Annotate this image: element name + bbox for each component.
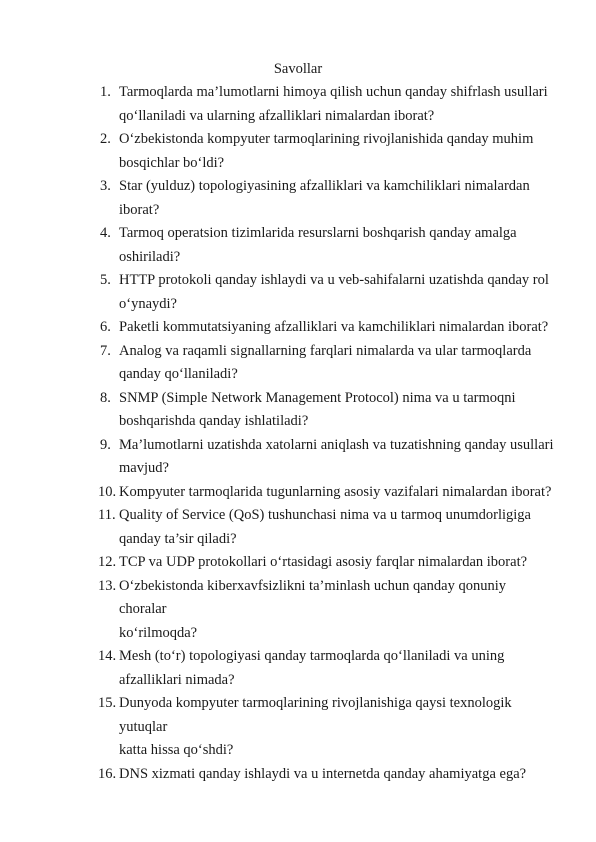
question-number: 9. <box>100 436 111 453</box>
question-number: 6. <box>100 319 111 335</box>
question-text-line: O‘zbekistonda kiberxavfsizlikni ta’minlash uchun qanday qonuniy choralar <box>119 577 506 617</box>
question-item <box>0 387 596 434</box>
question-text-line: Paketli kommutatsiyaning afzalliklari va kamchiliklari nimalardan iborat? <box>119 319 549 335</box>
question-number: 10. <box>98 483 117 500</box>
question-number: 16. <box>98 765 117 782</box>
question-text-line: qanday ta’sir qiladi? <box>119 530 237 547</box>
question-text-line: Ma’lumotlarni uzatishda xatolarni aniqlash va tuzatishning qanday usullari <box>119 436 554 453</box>
question-text-line: afzalliklari nimada? <box>119 671 235 688</box>
question-number: 11. <box>98 507 116 523</box>
question-text-line: Quality of Service (QoS) tushunchasi nima va u tarmoq unumdorligiga <box>119 507 531 523</box>
question-number: 14. <box>98 648 117 664</box>
question-number: 4. <box>100 225 111 241</box>
question-number: 13. <box>98 577 117 594</box>
question-number: 2. <box>100 131 111 147</box>
question-text-line: boshqarishda qanday ishlatiladi? <box>119 413 309 429</box>
question-text-line: Tarmoqlarda ma’lumotlarni himoya qilish uchun qanday shifrlash usullari <box>119 84 548 100</box>
question-text-line: Tarmoq operatsion tizimlarida resurslarni boshqarish qanday amalga <box>119 225 517 241</box>
question-number: 1. <box>100 84 111 100</box>
question-number: 7. <box>100 342 111 359</box>
question-text-line: TCP va UDP protokollari o‘rtasidagi asosiy farqlar nimalardan iborat? <box>119 554 528 570</box>
question-number: 3. <box>100 178 111 194</box>
question-item <box>0 481 596 505</box>
question-number: 12. <box>98 554 117 570</box>
question-item <box>0 551 596 575</box>
question-text-line: Analog va raqamli signallarning farqlari nimalarda va ular tarmoqlarda <box>119 342 532 359</box>
page-title: Savollar <box>273 61 323 77</box>
question-item <box>0 81 596 128</box>
question-item <box>0 269 596 316</box>
question-text-line: HTTP protokoli qanday ishlaydi va u veb-sahifalarni uzatishda qanday rol <box>119 272 549 288</box>
question-number: 5. <box>100 272 111 288</box>
question-text-line: mavjud? <box>119 460 169 476</box>
question-number: 8. <box>100 389 111 406</box>
question-text-line: Dunyoda kompyuter tarmoqlarining rivojlanishiga qaysi texnologik yutuqlar <box>119 695 512 735</box>
question-text-line: Star (yulduz) topologiyasining afzalliklari va kamchiliklari nimalardan <box>119 178 530 194</box>
question-item <box>0 222 596 269</box>
question-text-line: qo‘llaniladi va ularning afzalliklari nimalardan iborat? <box>119 107 435 124</box>
question-item <box>0 434 596 481</box>
question-text-line: katta hissa qo‘shdi? <box>119 742 234 758</box>
question-number: 15. <box>98 695 117 711</box>
question-text-line: qanday qo‘llaniladi? <box>119 366 238 382</box>
question-item <box>0 340 596 387</box>
question-text-line: Mesh (to‘r) topologiyasi qanday tarmoqlarda qo‘llaniladi va uning <box>119 648 505 664</box>
question-text-line: bosqichlar bo‘ldi? <box>119 154 225 171</box>
question-item <box>0 504 596 551</box>
question-text-line: iborat? <box>119 201 160 218</box>
question-item <box>0 692 596 763</box>
question-text-line: ko‘rilmoqda? <box>119 624 198 641</box>
questions-list <box>0 81 596 786</box>
question-item <box>0 175 596 222</box>
question-text-line: SNMP (Simple Network Management Protocol) nima va u tarmoqni <box>119 389 516 406</box>
question-text-line: Kompyuter tarmoqlarida tugunlarning asosiy vazifalari nimalardan iborat? <box>119 483 552 500</box>
question-text-line: o‘ynaydi? <box>119 295 177 312</box>
question-item <box>0 763 596 787</box>
question-item <box>0 575 596 646</box>
question-item <box>0 316 596 340</box>
question-item <box>0 128 596 175</box>
question-text-line: DNS xizmati qanday ishlaydi va u internetda qanday ahamiyatga ega? <box>119 765 527 782</box>
question-item <box>0 645 596 692</box>
question-text-line: O‘zbekistonda kompyuter tarmoqlarining rivojlanishida qanday muhim <box>119 131 534 147</box>
question-text-line: oshiriladi? <box>119 248 181 265</box>
